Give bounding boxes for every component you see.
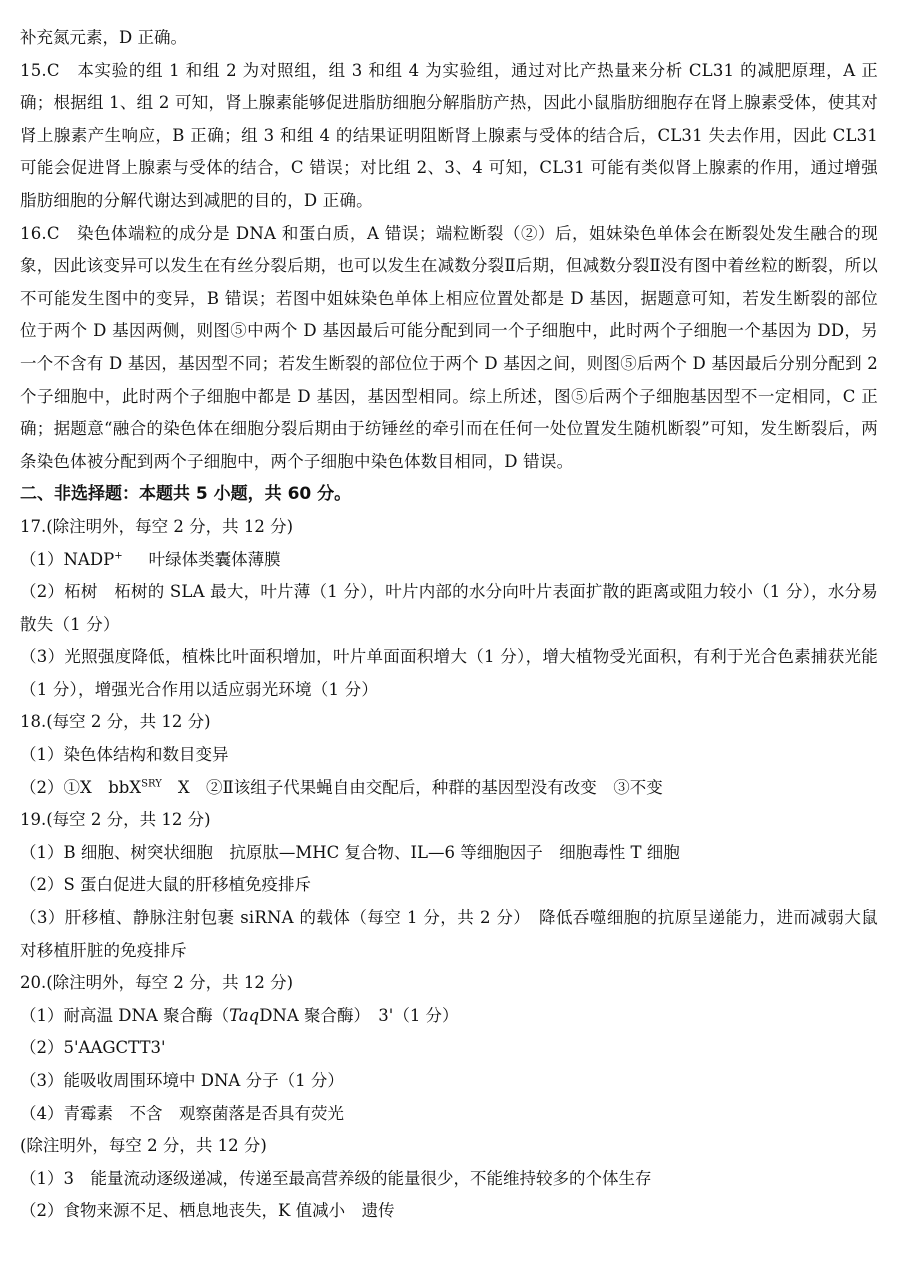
answer-18-part-2-text-b: X ②Ⅱ该组子代果蝇自由交配后，种群的基因型没有改变 ③不变 xyxy=(177,777,663,797)
answer-20-part-4: （4）青霉素 不含 观察菌落是否具有荧光 xyxy=(20,1103,344,1123)
answer-21-part-1: （1）3 能量流动逐级递减，传递至最高营养级的能量很少，不能维持较多的个体生存 xyxy=(20,1168,652,1188)
answer-20-part-3: （3）能吸收周围环境中 DNA 分子（1 分） xyxy=(20,1071,344,1090)
answer-18-header: 18.(每空 2 分，共 12 分) xyxy=(20,712,211,732)
taq-italic: Taq xyxy=(229,1005,260,1025)
answer-18-part-2 xyxy=(20,772,878,805)
continuation-line: 补充氮元素，D 正确。 xyxy=(20,28,187,47)
answer-19-part-2: （2）S 蛋白促进大鼠的肝移植免疫排斥 xyxy=(20,875,312,895)
answer-20-part-1-text: （1）耐高温 DNA 聚合酶（ xyxy=(20,1005,230,1025)
answer-17-part-1-text: （1）NADP xyxy=(20,549,115,569)
answer-16: 16.C 染色体端粒的成分是 DNA 和蛋白质，A 错误；端粒断裂（②）后，姐妹染色单体会在断裂处发生融合的现象，因此该变异可以发生在有丝分裂后期，也可以发生在减数分裂Ⅱ后期，但减数分裂Ⅱ没有图中着丝粒的断裂，所以不可能发生图中的变异，B 错误；若图中姐妹染色单体上相应位置处都是 D 基因，据题意可知，若发生断裂的部位位于两个 D 基因两侧，则图⑤中两个 D 基因最后可能分配到同一个子细胞中，此时两个子细胞一个基因为 DD，另一个不含有 D 基因，基因型不同；若发生断裂的部位位于两个 D 基因之间，则图⑤后两个 D 基因最后分别分配到 2 个子细胞中，此时两个子细胞中都是 D 基因，基因型相同。综上所述，图⑤后两个子细胞基因型不一定相同，C 正确；据题意“融合的染色体在细胞分裂后期由于纺锤丝的牵引而在任何一处位置发生随机断裂”可知，发生断裂后，两条染色体被分配到两个子细胞中，两个子细胞中染色体数目相同，D 错误。 xyxy=(20,223,878,471)
answer-18-part-2-text: （2）①X bbX xyxy=(20,777,142,797)
answer-20-header: 20.(除注明外，每空 2 分，共 12 分) xyxy=(20,973,294,993)
superscript-plus: + xyxy=(114,550,123,561)
answer-19-header: 19.(每空 2 分，共 12 分) xyxy=(20,810,211,830)
answer-20-part-2: （2）5'AAGCTT3' xyxy=(20,1038,166,1058)
answer-19-part-1: （1）B 细胞、树突状细胞 抗原肽—MHC 复合物、IL—6 等细胞因子 细胞毒性 T 细胞 xyxy=(20,842,680,862)
answer-20-part-1 xyxy=(20,1000,878,1033)
answer-21-part-2: （2）食物来源不足、栖息地丧失，K 值减小 遗传 xyxy=(20,1201,395,1221)
answer-17-part-2: （2）柘树 柘树的 SLA 最大，叶片薄（1 分），叶片内部的水分向叶片表面扩散的距离或阻力较小（1 分），水分易散失（1 分） xyxy=(20,582,878,634)
answer-21-header: (除注明外，每空 2 分，共 12 分) xyxy=(20,1136,267,1156)
answer-15: 15.C 本实验的组 1 和组 2 为对照组，组 3 和组 4 为实验组，通过对比产热量来分析 CL31 的减肥原理，A 正确；根据组 1、组 2 可知，肾上腺素能够促进脂肪细胞分解脂肪产热，因此小鼠脂肪细胞存在肾上腺素受体，使其对肾上腺素产生响应，B 正确；组 3 和组 4 的结果证明阻断肾上腺素与受体的结合后，CL31 失去作用，因此 CL31 可能会促进肾上腺素与受体的结合，C 错误；对比组 2、3、4 可知，CL31 可能有类似肾上腺素的作用，通过增强脂肪细胞的分解代谢达到减肥的目的，D 正确。 xyxy=(20,60,878,210)
answer-20-part-1-text-b: DNA 聚合酶） 3'（1 分） xyxy=(259,1005,459,1025)
superscript-sry: SRY xyxy=(141,778,162,790)
answer-17-header: 17.(除注明外，每空 2 分，共 12 分) xyxy=(20,516,294,536)
answer-17-part-3: （3）光照强度降低，植株比叶面积增加，叶片单面面积增大（1 分），增大植物受光面积，有利于光合色素捕获光能（1 分），增强光合作用以适应弱光环境（1 分） xyxy=(20,647,878,699)
answer-19-part-3: （3）肝移植、静脉注射包裹 siRNA 的载体（每空 1 分，共 2 分） 降低吞噬细胞的抗原呈递能力，进而减弱大鼠对移植肝脏的免疫排斥 xyxy=(20,908,878,960)
section-heading: 二、非选择题：本题共 5 小题，共 60 分。 xyxy=(20,484,352,505)
answer-17-part-1-text-b: 叶绿体类囊体薄膜 xyxy=(148,549,281,569)
answer-18-part-1: （1）染色体结构和数目变异 xyxy=(20,745,229,765)
answer-17-part-1 xyxy=(20,544,878,577)
